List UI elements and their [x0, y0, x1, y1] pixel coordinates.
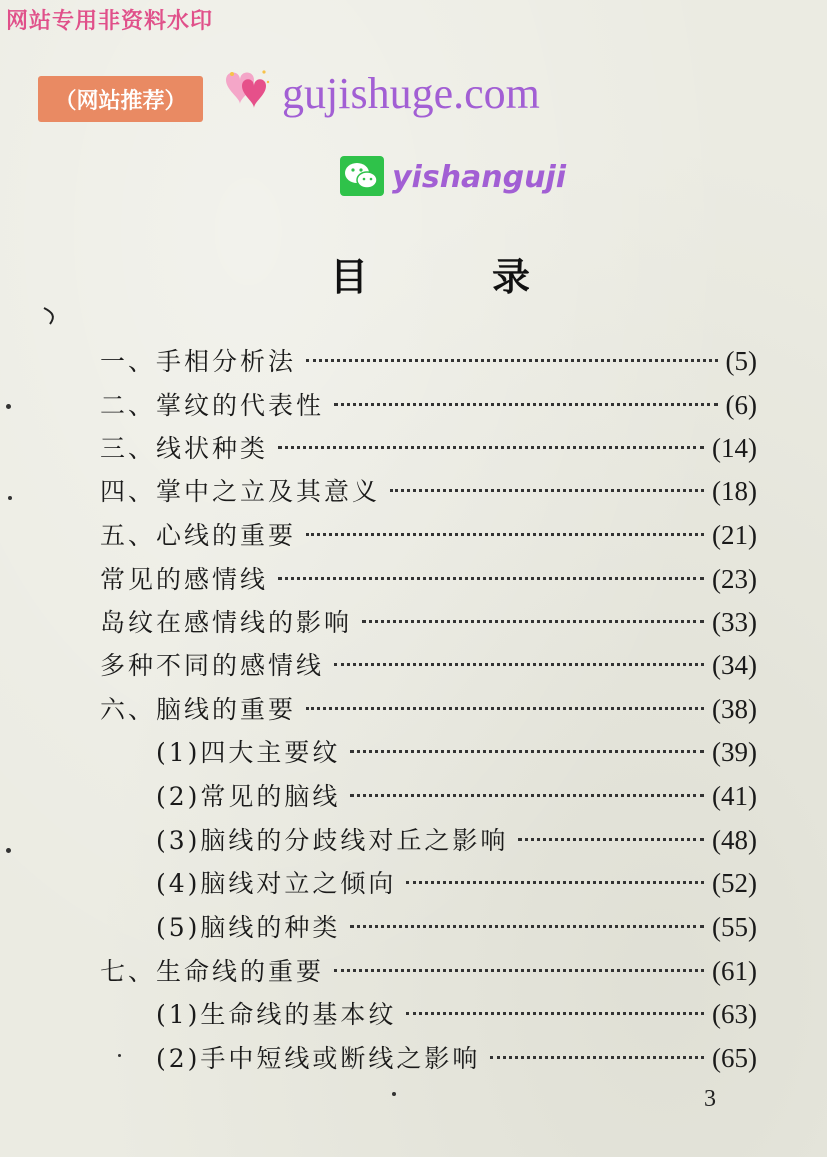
dot-leader: [518, 838, 704, 841]
toc-entry-title: 岛纹在感情线的影响: [100, 608, 353, 637]
page-number: 3: [704, 1086, 716, 1112]
site-recommend-badge: （网站推荐）: [38, 76, 203, 122]
toc-entry-page: (65): [712, 1043, 757, 1073]
toc-entry-title: (1)四大主要纹: [156, 738, 341, 767]
toc-entry-page: (6): [725, 390, 757, 420]
toc-entry-title: 三、线状种类: [100, 434, 269, 463]
dot-leader: [334, 969, 704, 972]
toc-entry-title: 二、掌纹的代表性: [100, 391, 325, 420]
toc-entry-page: (21): [712, 520, 757, 550]
paper-speck: [6, 404, 11, 409]
toc-entry[interactable]: [100, 473, 757, 509]
toc-entry-title: (3)脑线的分歧线对丘之影响: [156, 826, 509, 855]
dot-leader: [306, 533, 704, 536]
dot-leader: [334, 663, 704, 666]
toc-entry-title: 五、心线的重要: [100, 521, 297, 550]
toc-entry-title: 常见的感情线: [100, 565, 269, 594]
toc-entry-page: (23): [712, 564, 757, 594]
dot-leader: [350, 925, 704, 928]
toc-entry-page: (34): [712, 650, 757, 680]
toc-entry-title: (4)脑线对立之倾向: [156, 869, 397, 898]
toc-subentry[interactable]: [156, 734, 757, 770]
toc-subentry[interactable]: [156, 909, 757, 945]
dot-leader: [406, 881, 704, 884]
toc-entry-title: 四、掌中之立及其意义: [100, 477, 381, 506]
title-char-2: 录: [491, 255, 530, 299]
toc-entry[interactable]: [100, 343, 757, 379]
title-char-1: 目: [330, 255, 369, 299]
paper-speck: [8, 496, 12, 500]
paper-speck: [6, 848, 11, 853]
dot-leader: [350, 794, 704, 797]
wechat-id: yishanguji: [392, 160, 567, 195]
toc-entry-page: (33): [712, 607, 757, 637]
toc-entry-page: (61): [712, 956, 757, 986]
site-url: gujishuge.com: [282, 69, 540, 118]
toc-entry-page: (18): [712, 476, 757, 506]
toc-entry-title: 六、脑线的重要: [100, 695, 297, 724]
toc-entry-title: (1)生命线的基本纹: [156, 1000, 397, 1029]
toc-subentry[interactable]: [156, 865, 757, 901]
toc-entry-page: (63): [712, 999, 757, 1029]
toc-entry-page: (38): [712, 694, 757, 724]
toc-entry-page: (14): [712, 433, 757, 463]
toc-subentry[interactable]: [156, 996, 757, 1032]
dot-leader: [390, 489, 704, 492]
toc-entry[interactable]: [100, 517, 757, 553]
toc-entry-page: (52): [712, 868, 757, 898]
toc-entry-title: 一、手相分析法: [100, 347, 297, 376]
toc-entry[interactable]: [100, 953, 757, 989]
toc-entry-title: (2)手中短线或断线之影响: [156, 1044, 481, 1073]
dot-leader: [306, 359, 718, 362]
dot-leader: [362, 620, 704, 623]
toc-entry[interactable]: [100, 430, 757, 466]
dot-leader: [278, 577, 704, 580]
toc-subentry[interactable]: [156, 778, 757, 814]
paper-speck: [392, 1092, 396, 1096]
dot-leader: [350, 750, 704, 753]
toc-entry[interactable]: [100, 387, 757, 423]
toc-entry-page: (5): [725, 346, 757, 376]
toc-subentry[interactable]: [156, 822, 757, 858]
toc-entry-title: 七、生命线的重要: [100, 957, 325, 986]
dot-leader: [490, 1056, 704, 1059]
toc-entry[interactable]: [100, 604, 757, 640]
dot-leader: [334, 403, 718, 406]
toc-entry-page: (39): [712, 737, 757, 767]
toc-entry-title: 多种不同的感情线: [100, 651, 325, 680]
dot-leader: [278, 446, 704, 449]
toc-entry-title: (2)常见的脑线: [156, 782, 341, 811]
paper-speck: [118, 1054, 121, 1057]
toc-entry-page: (48): [712, 825, 757, 855]
dot-leader: [406, 1012, 704, 1015]
toc-entry-page: (55): [712, 912, 757, 942]
toc-entry[interactable]: [100, 691, 757, 727]
toc-entry-page: (41): [712, 781, 757, 811]
watermark-notice: 网站专用非资料水印: [6, 9, 214, 34]
toc-entry-title: (5)脑线的种类: [156, 913, 341, 942]
toc-entry[interactable]: [100, 561, 757, 597]
dot-leader: [306, 707, 704, 710]
toc-entry[interactable]: [100, 647, 757, 683]
toc-subentry[interactable]: [156, 1040, 757, 1076]
